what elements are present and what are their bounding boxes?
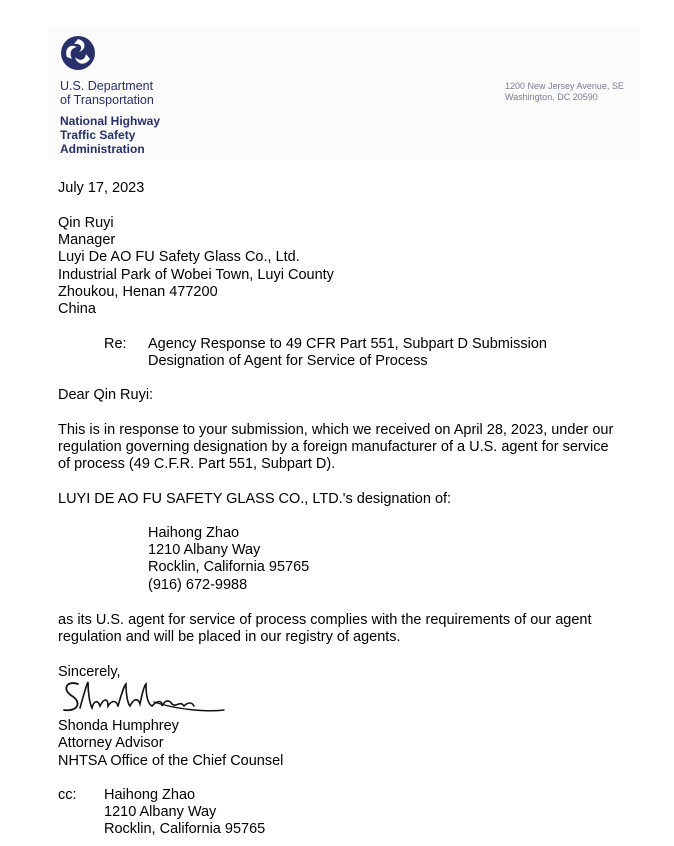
- address-line: Washington, DC 20590: [505, 92, 598, 102]
- body-line: regulation governing designation by a foreign manufacturer of a U.S. agent for service: [58, 439, 609, 455]
- cc-line: 1210 Albany Way: [104, 804, 217, 820]
- agent-line: Haihong Zhao: [148, 525, 240, 541]
- body-line: This is in response to your submission, which we received on April 28, 2023, under our: [58, 422, 614, 438]
- agent-line: 1210 Albany Way: [148, 542, 261, 558]
- agency-address: [505, 81, 624, 103]
- dot-logo-icon: [60, 35, 96, 71]
- re-label: Re:: [104, 336, 127, 352]
- designation-intro: LUYI DE AO FU SAFETY GLASS CO., LTD.'s designation of:: [58, 491, 452, 507]
- signatory-line: Shonda Humphrey: [58, 718, 179, 734]
- salutation: Dear Qin Ruyi:: [58, 387, 154, 403]
- agent-line: (916) 672-9988: [148, 577, 248, 593]
- department-line: of Transportation: [60, 93, 154, 107]
- recipient-line: Luyi De AO FU Safety Glass Co., Ltd.: [58, 249, 300, 265]
- closing: Sincerely,: [58, 664, 121, 680]
- letter-date: July 17, 2023: [58, 180, 145, 196]
- agency-line: Administration: [60, 142, 145, 156]
- signatory-line: NHTSA Office of the Chief Counsel: [58, 753, 284, 769]
- recipient-line: Industrial Park of Wobei Town, Luyi County: [58, 267, 334, 283]
- address-line: 1200 New Jersey Avenue, SE: [505, 81, 624, 91]
- re-subject-line: Designation of Agent for Service of Process: [148, 353, 428, 369]
- body-line: regulation and will be placed in our registry of agents.: [58, 629, 401, 645]
- department-name: [60, 79, 154, 107]
- recipient-line: China: [58, 301, 96, 317]
- agent-line: Rocklin, California 95765: [148, 559, 310, 575]
- agency-line: National Highway: [60, 114, 161, 128]
- signatory-line: Attorney Advisor: [58, 735, 164, 751]
- agency-line: Traffic Safety: [60, 128, 136, 142]
- department-line: U.S. Department: [60, 79, 154, 93]
- cc-line: Rocklin, California 95765: [104, 821, 266, 837]
- recipient-line: Qin Ruyi: [58, 215, 114, 231]
- re-subject-line: Agency Response to 49 CFR Part 551, Subpart D Submission: [148, 336, 547, 352]
- recipient-line: Manager: [58, 232, 116, 248]
- handwritten-signature: [58, 672, 228, 720]
- body-line: as its U.S. agent for service of process complies with the requirements of our agent: [58, 612, 592, 628]
- body-line: of process (49 C.F.R. Part 551, Subpart D).: [58, 456, 336, 472]
- recipient-line: Zhoukou, Henan 477200: [58, 284, 218, 300]
- cc-line: Haihong Zhao: [104, 787, 196, 803]
- cc-label: cc:: [58, 787, 77, 803]
- agency-name: [60, 114, 160, 156]
